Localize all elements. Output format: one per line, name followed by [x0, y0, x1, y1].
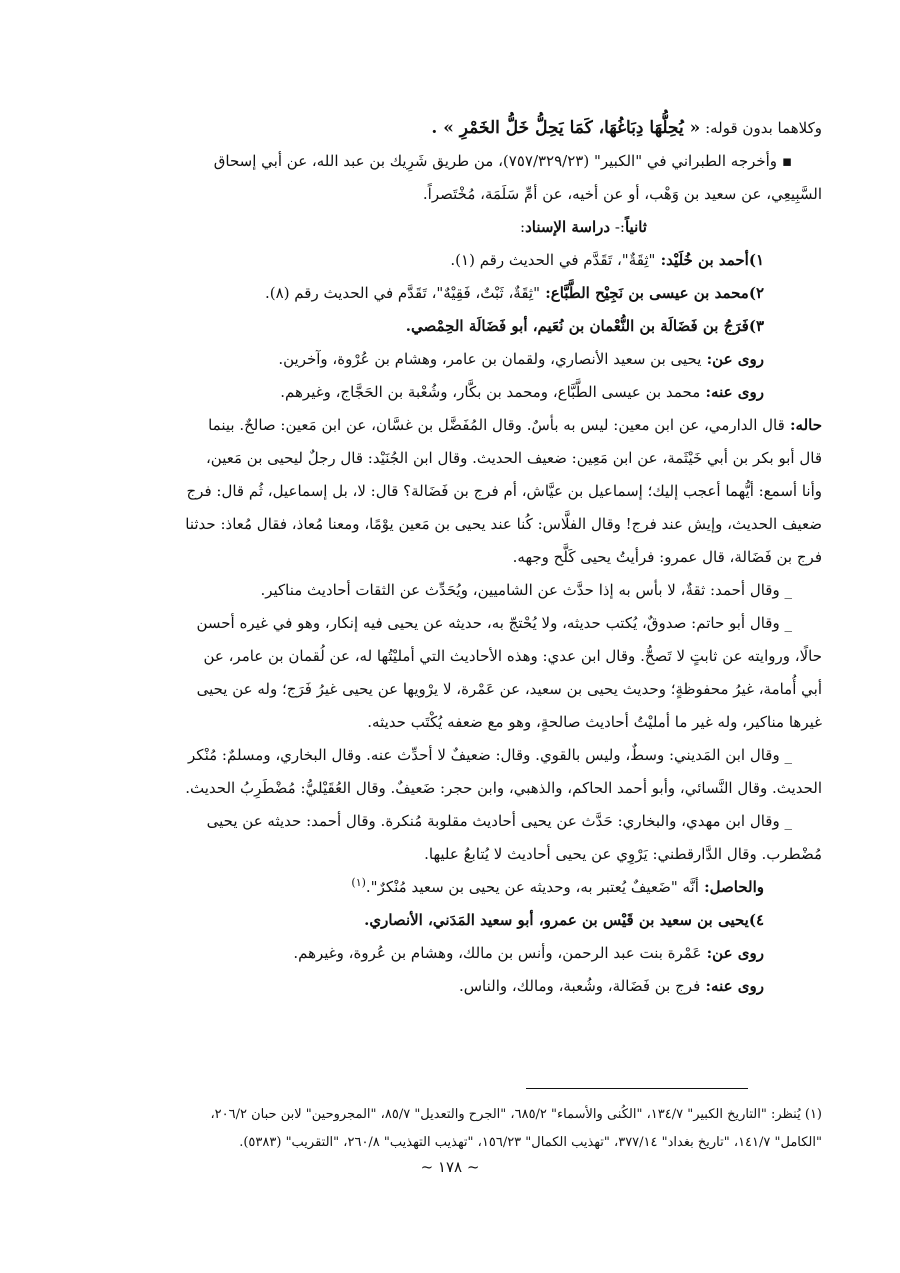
- takhrij-line-2: السَّبِيعِي، عن سعيد بن وَهْب، أو عن أخيه، عن أمِّ سَلَمَة، مُخْتَصراً.: [422, 185, 822, 203]
- narrator-name: ٢)محمد بن عيسى بن نَجِيْح الطَّبَّاع:: [540, 284, 764, 302]
- rawa-anhu-line: [78, 970, 822, 1003]
- rawa-an-text: يحيى بن سعيد الأنصاري، ولقمان بن عامر، وهشام بن عُرْوة، وآخرين.: [278, 350, 702, 368]
- footnote-line: (١) يُنظر: "التاريخ الكبير" ١٣٤/٧، "الكُنى والأسماء" ٦٨٥/٢، "الجرح والتعديل" ٨٥/٧، "المجروحين" لابن حبان ٢٠٦/٢،: [210, 1107, 822, 1122]
- narrator-note: "ثِقَةٌ"، تَقَدَّم في الحديث رقم (١).: [450, 251, 656, 269]
- footnotes: [78, 1101, 822, 1157]
- body-line: قال أبو بكر بن أبي خَيْثَمة، عن ابن مَعِين: ضعيف الحديث. وقال ابن الجُنَيْد: قال رجلٌ ليحيى بن مَعين،: [205, 449, 822, 467]
- dash-line-ahmad: _ وقال أحمد: ثقةٌ، لا بأس به إذا حدَّث عن الشاميين، ويُحَدِّث عن الثقات أحاديث مناكير.: [260, 581, 792, 599]
- haluhu-line: [78, 409, 822, 442]
- takhrij-line-1: ▪ وأخرجه الطبراني في "الكبير" (٧٥٧/٣٢٩/٢٣)، من طريق شَرِيك بن عبد الله، عن أبي إسحاق: [213, 152, 792, 170]
- section-heading: [78, 211, 822, 244]
- body-line: فرج بن فَضَالة، قال عمرو: فرأيتُ يحيى كَلَّح وجهه.: [512, 548, 822, 566]
- narrator-item-2: [78, 277, 822, 310]
- heading-separator: :-: [610, 218, 625, 236]
- narrator-item-4: ٤)يحيى بن سعيد بن قَيْس بن عمرو، أبو سعيد المَدَني، الأنصاري.: [364, 911, 764, 929]
- page-number: ~ ١٧٨ ~: [420, 1158, 480, 1176]
- heading-ordinal: ثانياً: [624, 218, 647, 236]
- rawa-anhu-text: محمد بن عيسى الطَّبَّاع، ومحمد بن بكَّار، وشُعْبة بن الحَجَّاج، وغيرهم.: [280, 383, 701, 401]
- rawa-anhu-text: فرج بن فَضَالة، وشُعبة، ومالك، والناس.: [458, 977, 701, 995]
- conclusion-line: [78, 871, 822, 904]
- quote-lead: وكلاهما بدون قوله:: [700, 119, 822, 137]
- label-conclusion: والحاصل:: [698, 878, 764, 896]
- rawa-an-line: [78, 937, 822, 970]
- dash-line-abu-hatim: _ وقال أبو حاتم: صدوقٌ، يُكتب حديثه، ولا يُحْتجّ به، حديثه عن يحيى فيه إنكار، وهو في غيره أحسن: [196, 614, 792, 632]
- hadith-quote: « يُحِلُّهَا دِبَاغُهَا، كَمَا يَحِلُّ خَلُّ الخَمْرِ » .: [431, 118, 701, 138]
- heading-colon: :: [520, 218, 526, 236]
- quote-line: [78, 112, 822, 145]
- main-text: [78, 112, 822, 1003]
- body-line: مُضْطرب. وقال الدَّارقطني: يَرْوِي عن يحيى أحاديث لا يُتابعُ عليها.: [424, 845, 822, 863]
- body-line: أبي أُمامة، غيرُ محفوظةٍ؛ وحديث يحيى بن سعيد، عن عَمْرة، لا يرْويها عن يحيى غيرُ فَرَج؛ وله عن يحيى: [196, 680, 822, 698]
- rawa-an-text: عَمْرة بنت عبد الرحمن، وأنس بن مالك، وهشام بن عُروة، وغيرهم.: [293, 944, 702, 962]
- body-line: ضعيف الحديث، وإيش عند فرج! وقال الفلَّاس: كُنا عند يحيى بن مَعين يوْمًا، ومعنا مُعاذ، فقال مُعاذ: حدثنا: [185, 515, 822, 533]
- body-line: الحديث. وقال النَّسائي، وأبو أحمد الحاكم، والذهبي، وابن حجر: ضَعيفٌ. وقال العُقَيْليُّ: مُضْطَرِبُ الحديث.: [185, 779, 822, 797]
- heading-title: دراسة الإسناد: [525, 218, 611, 236]
- rawa-anhu-line: [78, 376, 822, 409]
- footnote-ref[interactable]: (١): [351, 876, 366, 889]
- narrator-item-1: [78, 244, 822, 277]
- haluhu-text: قال الدارمي، عن ابن معين: ليس به بأسٌ. وقال المُفَضَّل بن غسَّان، عن ابن مَعين: صالحٌ. بينما: [208, 416, 785, 434]
- label-rawa-an: روى عن:: [701, 350, 764, 368]
- footnote-line: "الكامل" ١٤١/٧، "تاريخ بغداد" ٣٧٧/١٤، "تهذيب الكمال" ١٥٦/٢٣، "تهذيب التهذيب" ٢٦٠/٨، "التقريب" (٥٣٨٣).: [239, 1135, 822, 1150]
- narrator-name: ١)أحمد بن خُلَيْد:: [655, 251, 764, 269]
- label-rawa-anhu: روى عنه:: [700, 977, 764, 995]
- narrator-note: "ثِقَةٌ، ثَبْتٌ، فَقِيْهٌ"، تَقَدَّم في الحديث رقم (٨).: [265, 284, 540, 302]
- label-haluhu: حاله:: [784, 416, 822, 434]
- conclusion-text: أنَّه "ضَعيفٌ يُعتبر به، وحديثه عن يحيى بن سعيد مُنْكرٌ".: [365, 878, 699, 896]
- body-line: حالًا، وروايته عن ثابتٍ لا تَصحُّ. وقال ابن عدي: وهذه الأحاديث التي أمليْتُها له، عن لُقمان بن عامر، عن: [203, 647, 822, 665]
- body-line: غيرها مناكير، وله غير ما أمليْتُ أحاديث صالحةٍ، وهو مع ضعفه يُكْتَب حديثه.: [367, 713, 822, 731]
- label-rawa-an: روى عن:: [701, 944, 764, 962]
- label-rawa-anhu: روى عنه:: [700, 383, 764, 401]
- narrator-item-3: ٣)فَرَجُ بن فَضَالَة بن النُّعْمان بن نُعَيم، أبو فَضَالَة الحِمْصي.: [405, 317, 764, 335]
- body-line: وأنا أسمع: أيُّهما أعجب إليك؛ إسماعيل بن عيَّاش، أم فرج بن فَضَالة؟ قال: لا، بل إسماعيل، ثُم قال: فرج: [186, 482, 822, 500]
- dash-line-mahdi: _ وقال ابن مهدي، والبخاري: حَدَّث عن يحيى أحاديث مقلوبة مُنكرة. وقال أحمد: حديثه عن يحيى: [206, 812, 792, 830]
- rawa-an-line: [78, 343, 822, 376]
- footnote-divider: [526, 1088, 748, 1089]
- dash-line-madini: _ وقال ابن المَديني: وسطٌ، وليس بالقوي. وقال: ضعيفٌ لا أحدِّث عنه. وقال البخاري، ومسلمٌ: مُنْكر: [188, 746, 792, 764]
